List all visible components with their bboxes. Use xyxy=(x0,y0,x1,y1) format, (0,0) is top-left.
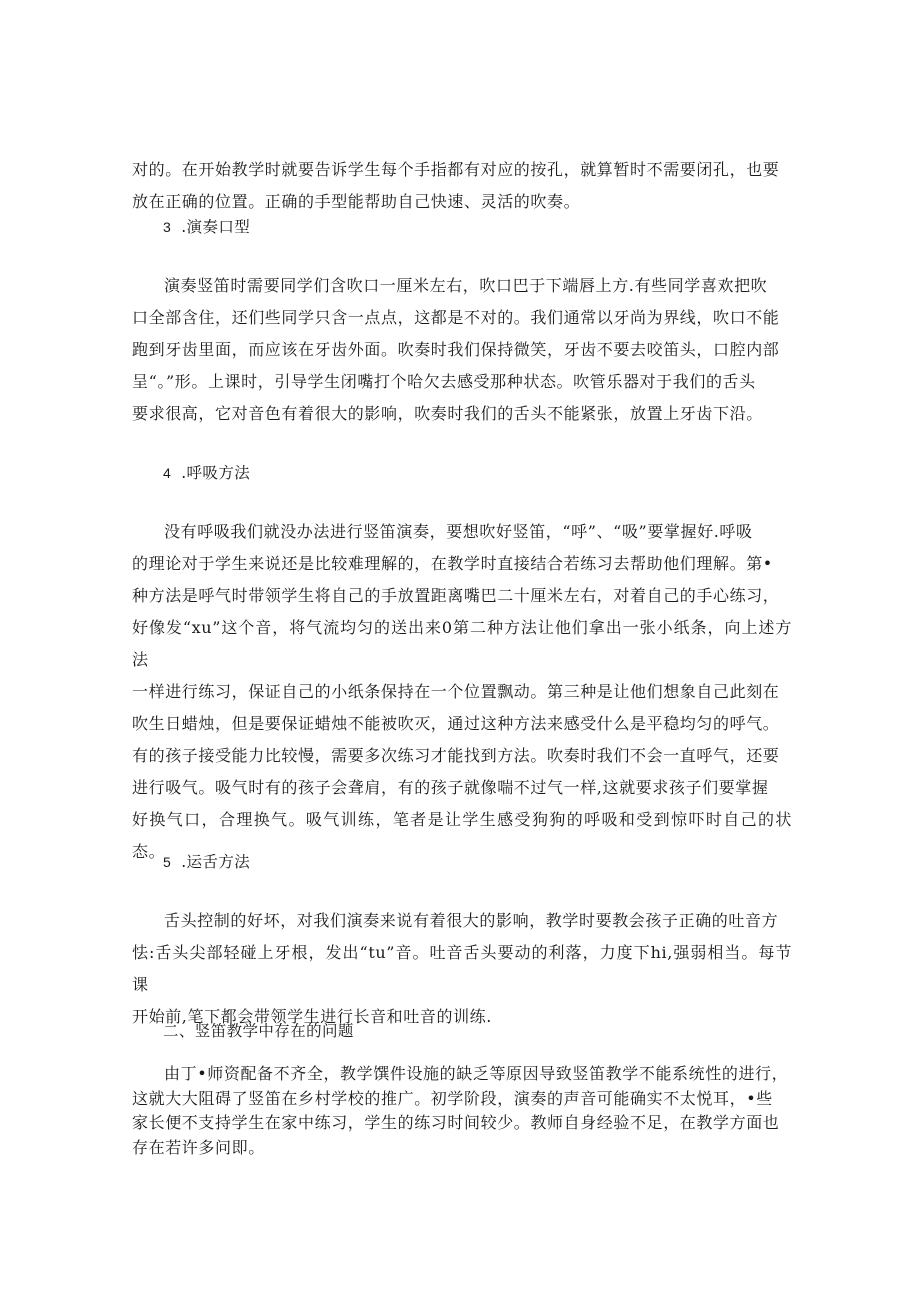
section-heading xyxy=(163,1020,354,1042)
text-line: 进行吸气。吸气时有的孩子会聋肩，有的孩子就像喘不过气一样,这就要求孩子们要掌握 xyxy=(132,778,769,797)
text-line: 的理论对于学生来说还是比较难理解的，在教学时直接结合若练习去帮助他们理解。第• xyxy=(132,554,773,573)
text-line: 家长便不支持学生在家中练习，学生的练习时间较少。教师自身经验不足，在教学方面也 xyxy=(132,1113,780,1132)
paragraph xyxy=(132,154,792,218)
heading-text: .运舌方法 xyxy=(181,853,251,871)
section-heading xyxy=(163,216,250,238)
heading-text: .演奏口型 xyxy=(181,218,251,236)
text-line: 口全部含住，还们些同学只含一点点，这都是不对的。我们通常以牙尚为界线，吹口不能 xyxy=(132,308,780,327)
paragraph xyxy=(132,1062,792,1160)
heading-number: 5 xyxy=(163,854,172,870)
paragraph xyxy=(132,516,792,868)
text-line: 舌头控制的好坏，对我们演奏来说有着很大的影响，教学时要教会孩子正确的吐音方 xyxy=(164,911,779,930)
paragraph xyxy=(132,270,792,430)
text-line: 有的孩子接受能力比较慢，需要多次练习才能找到方法。吹奏时我们不会一直呼气，还要 xyxy=(132,746,780,765)
text-line: 吹生日蜡烛，但是要保证蜡烛不能被吹灭，通过这种方法来感受什么是平稳均匀的呼气。 xyxy=(132,714,780,733)
text-line: 种方法是呼气时带领学生将自己的手放置距离嘴巴二十厘米左右，对着自己的手心练习， xyxy=(132,586,780,605)
paragraph xyxy=(132,905,792,1033)
text-line: 没有呼吸我们就没办法进行竖笛演奏，要想吹好竖笛，“呼”、“吸”要掌握好.呼吸 xyxy=(164,522,753,541)
text-line: 好像发“xu”这个音，将气流均匀的送出来0第二种方法让他们拿出一张小纸条，向上述方法 xyxy=(132,618,792,669)
heading-number: 3 xyxy=(163,219,172,235)
heading-text: .呼吸方法 xyxy=(181,464,251,482)
text-line: 存在若许多问即。 xyxy=(132,1137,265,1157)
heading-number: 4 xyxy=(163,465,172,481)
text-line: 呈“。”形。上课时，引导学生闭嘴打个哈欠去感受那种状态。吹管乐器对于我们的舌头 xyxy=(132,372,756,391)
text-line: 演奏竖笛时需要同学们含吹口一厘米左右，吹口巴于下端唇上方.有些同学喜欢把吹 xyxy=(164,276,768,295)
text-line: 跑到牙齿里面，而应该在牙齿外面。吹奏时我们保持微笑，牙齿不要去咬笛头，口腔内部 xyxy=(132,340,780,359)
text-line: 怯:舌头尖部轻碰上牙根，发出“tu”音。吐音舌头要动的利落，力度下hi,强弱相当。每节课 xyxy=(132,943,792,994)
text-line: 要求很高，它对音色有着很大的影响，吹奏时我们的舌头不能紧张，放置上牙齿下沿。 xyxy=(132,404,763,423)
text-line: 这就大大阻碍了竖笛在乡村学校的推广。初学阶段，演奏的声音可能确实不太悦耳，•些 xyxy=(132,1088,773,1108)
section-heading xyxy=(163,462,250,484)
text-line: 由丁•师资配备不齐全，教学馔件设施的缺乏等原因导致竖笛教学不能系统性的进行， xyxy=(164,1064,789,1083)
text-line: 好换气口，合理换气。吸气训练，笔者是让学生感受狗狗的呼吸和受到惊吓时自己的状态。 xyxy=(132,810,792,861)
text-line: 对的。在开始教学时就要告诉学生每个手指都有对应的按孔，就算暂时不需要闭孔，也要 xyxy=(132,160,780,179)
text-line: 放在正确的位置。正确的手型能帮助自己快速、灵活的吹奏。 xyxy=(132,192,581,211)
heading-text: 二、竖笛教学中存在的问题 xyxy=(163,1022,354,1040)
text-line: 开始前,笔下都会带领学生进行长音和吐音的训练. xyxy=(132,1007,492,1026)
text-line: 一样进行练习，保证自己的小纸条保持在一个位置飘动。第三种是让他们想象自己此刻在 xyxy=(132,682,780,701)
section-heading xyxy=(163,851,250,873)
